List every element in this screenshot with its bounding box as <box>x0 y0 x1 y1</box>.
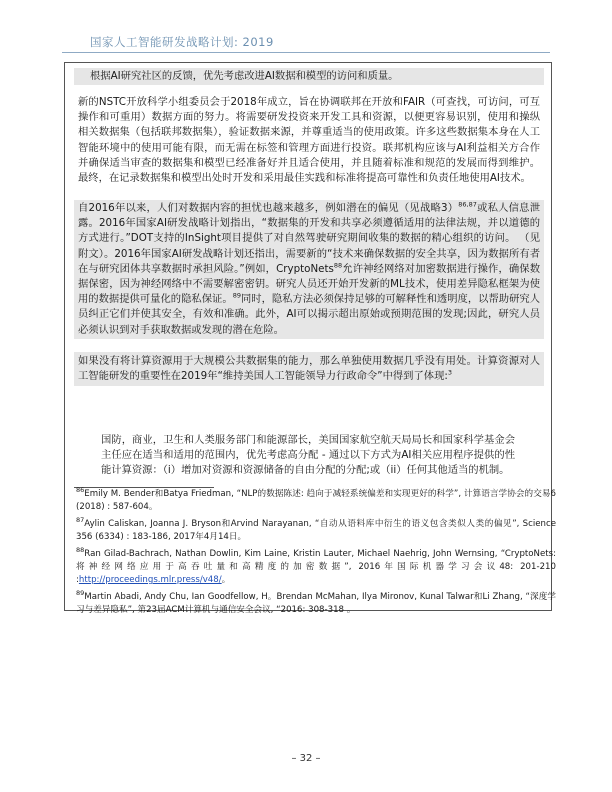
running-header: 国家人工智能研发战略计划: 2019 <box>90 35 274 49</box>
executive-order-quote: 国防，商业，卫生和人类服务部门和能源部长，美国国家航空航天局局长和国家科学基金会主任应在适当和适用的范围内，优先考虑高分配 - 通过以下方式为AI相关应用程序提供的性能计算资源：（i）增加对资源和资源储备的自由分配的分配;或（ii）任何其他适当的机制。 <box>101 434 515 477</box>
footnotes <box>76 486 556 615</box>
page-number: – 32 – <box>291 753 321 764</box>
compute-paragraph <box>74 352 544 386</box>
footnote-ref-86-87: 86,87 <box>458 200 477 209</box>
footnote-number: 86 <box>76 486 85 495</box>
footnote-ref-89: 89 <box>232 291 241 300</box>
footnote-text: Ran Gilad-Bachrach, Nathan Dowlin, Kim Laine, Kristin Lauter, Michael Naehrig, John Wernsing, “CryptoNets: 将神经网络应用于高吞吐量和高精度的加密数据”, 2016年国际机器学习会议48: 201-210 : <box>76 549 556 585</box>
footnote-text-end: 。 <box>221 575 231 585</box>
data-concerns-text-c: 允许神经网络对加密数据进行操作，确保数据保密，因为神经网络中不需要解密密钥。研究人员还开始开发新的ML技术，使用差异隐私框架为使用的数据提供可量化的隐私保证。 <box>78 262 540 306</box>
compute-text: 如果没有将计算资源用于大规模公共数据集的能力，那么单独使用数据几乎没有用处。计算资源对人工智能研发的重要性在2019年“维持美国人工智能领导力行政命令”中得到了体现: <box>78 355 540 383</box>
proceedings-link[interactable]: http://proceedings.mlr.press/v48/ <box>78 575 222 585</box>
footnote-88 <box>76 548 556 587</box>
footnote-89 <box>76 591 556 617</box>
footnote-ref-88: 88 <box>333 261 343 270</box>
intro-paragraph: 根据AI研究社区的反馈，优先考虑改进AI数据和模型的访问和质量。 <box>74 68 544 85</box>
footnote-ref-3: 3 <box>447 368 452 377</box>
footnote-87 <box>76 518 556 544</box>
data-concerns-text-d: 同时，隐私方法必须保持足够的可解释性和透明度，以帮助研究人员纠正它们并使其安全，有效和准确。此外，AI可以揭示超出原始或预期范围的发现;因此，研究人员必须认识到对手获取数据或发现的潜在危险。 <box>78 293 541 336</box>
footnote-number: 87 <box>76 516 85 525</box>
header-divider <box>62 52 550 53</box>
footnote-text: Aylin Caliskan, Joanna J. Bryson和Arvind Narayanan, “自动从语料库中衍生的语义包含类似人类的偏见”, Science 356 (6334) : 183-186, 2017年4月14日。 <box>76 519 556 542</box>
footnote-text: Martin Abadi, Andy Chu, Ian Goodfellow, H。Brendan McMahan, Ilya Mironov, Kunal Talwar和Li Zhang, “深度学习与差异隐私”, 第23届ACM计算机与通信安全会议, “2016: 308-318 。 <box>76 592 556 615</box>
data-concerns-text-a: 自2016年以来，人们对数据内容的担忧也越来越多，例如潜在的偏见（见战略3） <box>78 202 459 214</box>
data-concerns-paragraph <box>74 200 544 339</box>
data-concerns-text-b: 或私人信息泄露。2016年国家AI研发战略计划指出，“数据集的开发和共享必须遵循适用的法律法规，并以道德的方式进行。”DOT支持的InSight项目提供了对自然驾驶研究期间收集的数据的精心组织的访问。 （见附文）。2016年国家AI研发战略计划还指出，需要新的“技术来确保数据的安全共享，因为数据所有者在与研究团体共享数据时承担风险。”例如，CryptoNets <box>78 202 540 275</box>
footnote-number: 88 <box>76 546 85 555</box>
footnote-86 <box>76 488 556 514</box>
footnote-number: 89 <box>76 589 85 598</box>
footnote-text: Emily M. Bender和Batya Friedman, “NLP的数据陈述: 趋向于减轻系统偏差和实现更好的科学”, 计算语言学协会的交易6 (2018) : 587-604。 <box>76 489 556 512</box>
nstc-paragraph: 新的NSTC开放科学小组委员会于2018年成立，旨在协调联邦在开放和FAIR（可查找，可访问，可互操作和可重用）数据方面的努力。将需要研发投资来开发工具和资源，以便更容易识别，使用和操纵相关数据集（包括联邦数据集），验证数据来源，并尊重适当的使用政策。许多这些数据集本身在人工智能环境中的使用可能有限，而无需在标签和管理方面进行投资。联邦机构应该与AI利益相关方合作并确保适当审查的数据集和模型已经准备好并且适合使用，并且随着标准和规范的发展而得到维护。最终，在记录数据集和模型出处时开发和采用最佳实践和标准将提高可靠性和负责任地使用AI技术。 <box>78 96 540 185</box>
